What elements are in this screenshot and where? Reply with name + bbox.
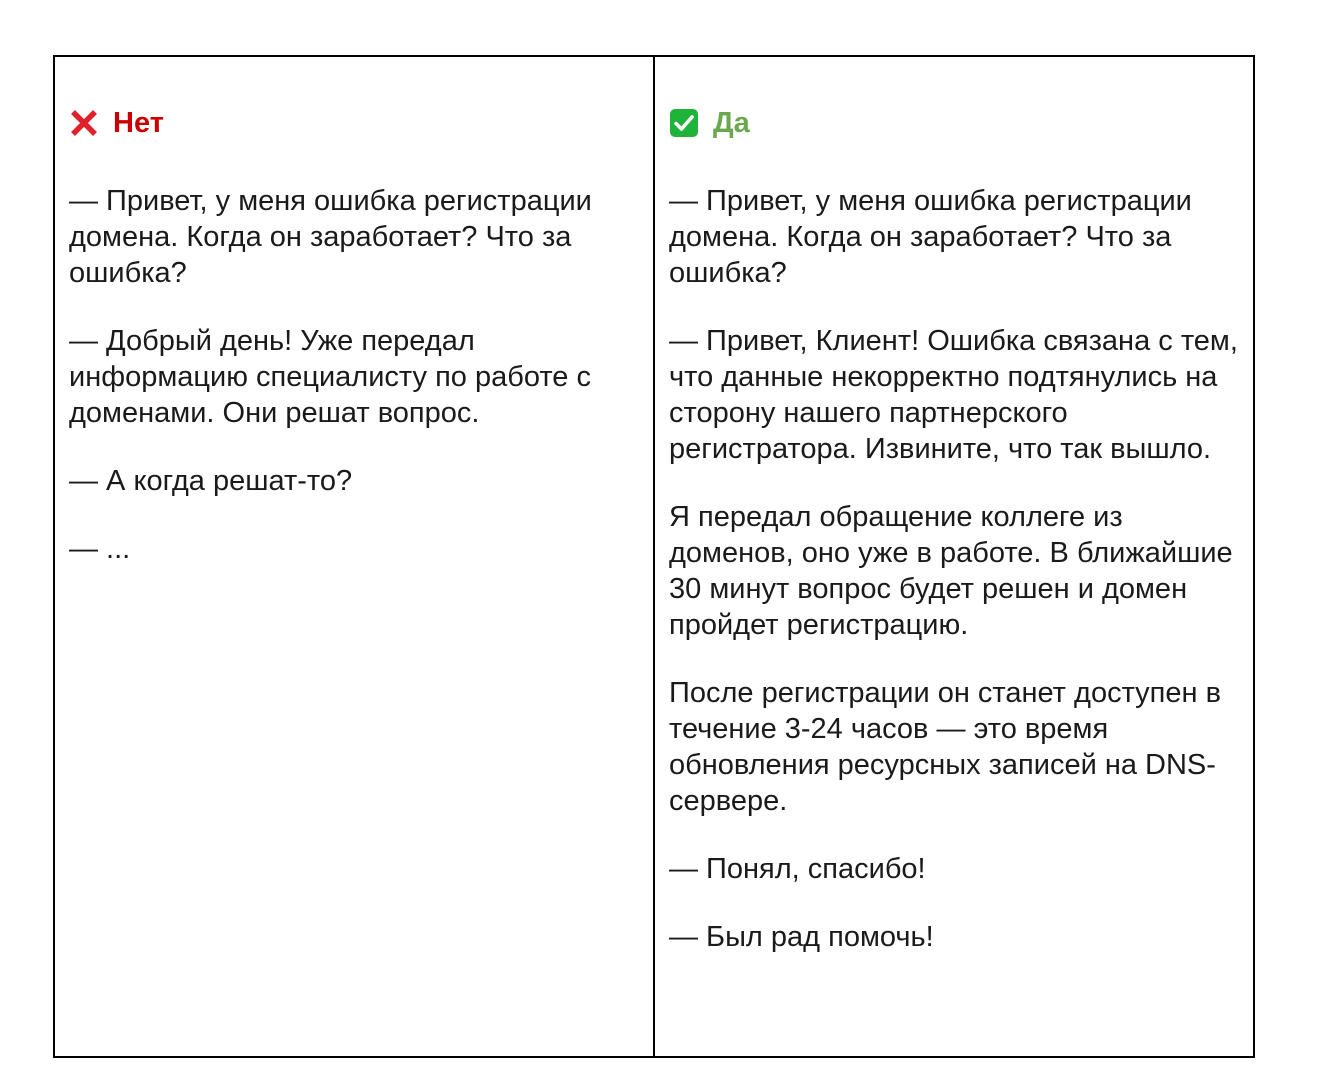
dialog-message: Я передал обращение коллеге из доменов, оно уже в работе. В ближайшие 30 минут вопрос будет решен и домен пройдет регистрацию.	[669, 501, 1233, 641]
dialog-message: — Был рад помочь!	[669, 921, 934, 953]
dialog-message: — Привет, у меня ошибка регистрации домена. Когда он заработает? Что за ошибка?	[69, 185, 592, 289]
dialog-message: — Добрый день! Уже передал информацию специалисту по работе с доменами. Они решат вопрос.	[69, 325, 591, 429]
dialog-message: — А когда решат-то?	[69, 465, 353, 497]
good-example-column	[655, 57, 1253, 1056]
dialog-message: — Привет, Клиент! Ошибка связана с тем, что данные некорректно подтянулись на сторону нашего партнерского регистратора. Извините, что так вышло.	[669, 325, 1238, 465]
check-mark-icon	[669, 108, 699, 138]
good-example-title: Да	[713, 106, 750, 139]
dialog-message: После регистрации он станет доступен в течение 3-24 часов — это время обновления ресурсных записей на DNS-сервере.	[669, 677, 1221, 817]
dialog-message: — ...	[69, 533, 131, 565]
cross-mark-icon	[69, 108, 99, 138]
dialog-message: — Понял, спасибо!	[669, 853, 926, 885]
comparison-table	[53, 55, 1255, 1058]
bad-example-heading	[69, 107, 639, 139]
bad-example-title: Нет	[113, 106, 164, 139]
good-example-heading	[669, 107, 1239, 139]
dialog-message: — Привет, у меня ошибка регистрации домена. Когда он заработает? Что за ошибка?	[669, 185, 1192, 289]
bad-example-column	[55, 57, 655, 1056]
